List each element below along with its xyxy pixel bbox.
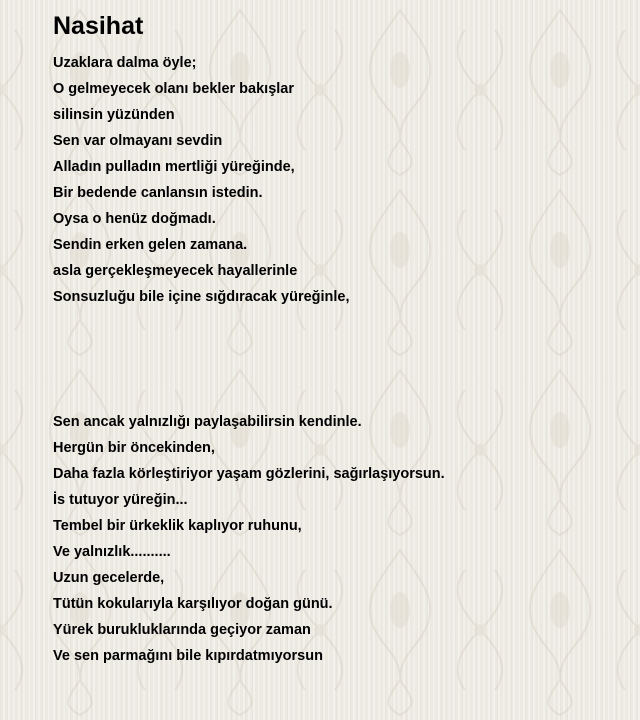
poem-line: Ve yalnızlık.......... [53,544,171,560]
poem-line: Uzun gecelerde, [53,570,165,586]
stanza-spacer [53,310,613,409]
poem-line: Tembel bir ürkeklik kaplıyor ruhunu, [53,518,302,534]
poem-line: silinsin yüzünden [53,107,175,123]
poem-line: İs tutuyor yüreğin... [53,492,188,508]
poem-stanza-2 [53,409,613,669]
poem-line: Ve sen parmağını bile kıpırdatmıyorsun [53,648,323,664]
poem-line: Sendin erken gelen zamana. [53,237,248,253]
poem-line: Tütün kokularıyla karşılıyor doğan günü. [53,596,333,612]
poem-line: asla gerçekleşmeyecek hayallerinle [53,263,298,279]
poem-title: Nasihat [53,12,144,40]
poem-line: Bir bedende canlansın istedin. [53,185,263,201]
poem-line: Hergün bir öncekinden, [53,440,215,456]
poem-line: O gelmeyecek olanı bekler bakışlar [53,81,294,97]
poem-line: Uzaklara dalma öyle; [53,55,197,71]
poem-line: Alladın pulladın mertliği yüreğinde, [53,159,295,175]
poem-line: Daha fazla körleştiriyor yaşam gözlerini, sağırlaşıyorsun. [53,466,445,482]
poem-line: Yürek burukluklarında geçiyor zaman [53,622,311,638]
poem-line: Oysa o henüz doğmadı. [53,211,216,227]
poem-line: Sen var olmayanı sevdin [53,133,223,149]
poem-page [53,8,613,669]
poem-line: Sonsuzluğu bile içine sığdıracak yüreğinle, [53,289,350,305]
poem-stanza-1 [53,50,613,310]
poem-line: Sen ancak yalnızlığı paylaşabilirsin kendinle. [53,414,362,430]
